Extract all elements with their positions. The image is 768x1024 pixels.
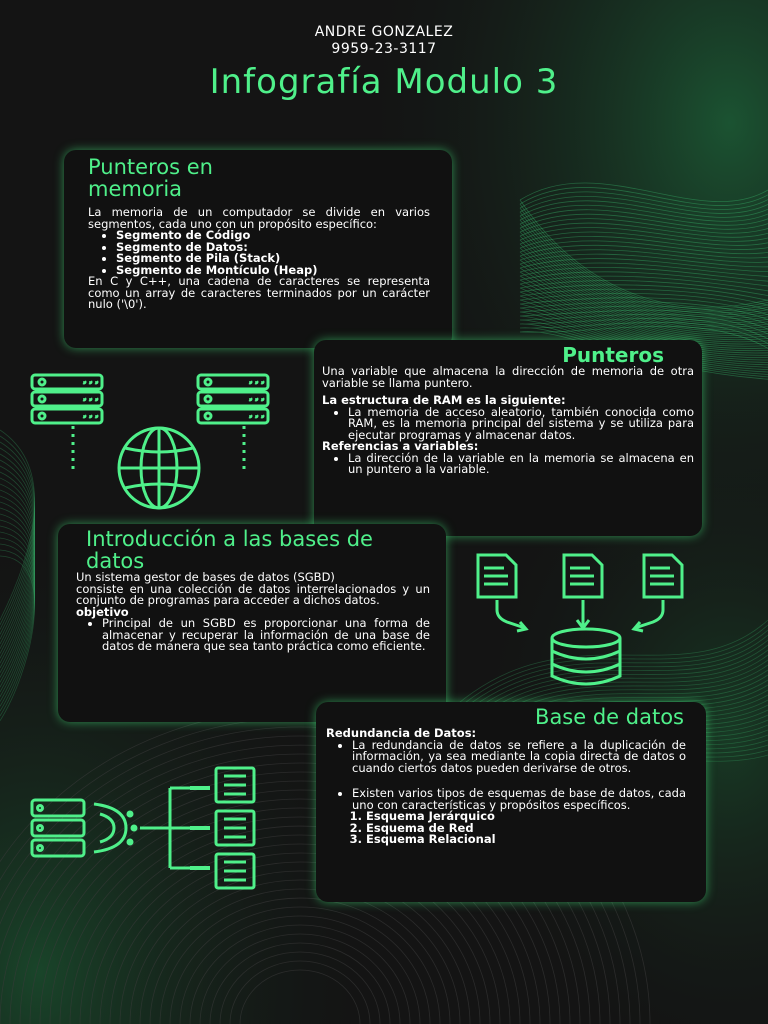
- card-title: Punteros: [562, 343, 664, 367]
- outro-text: En C y C++, una cadena de caracteres se representa como un array de caracteres terminados por un carácter nulo ('\0').: [88, 274, 430, 311]
- documents-to-database-icon: [470, 550, 702, 686]
- list-item: 2. Esquema de Red: [366, 823, 686, 835]
- objective-list: [76, 618, 430, 653]
- list-item: 3. Esquema Relacional: [366, 834, 686, 846]
- list-item: • Segmento de Código: [116, 230, 430, 242]
- list-item: • La redundancia de datos se refiere a la duplicación de información, ya sea mediante la copia directa de datos o cuando ciertos datos pueden derivarse de otros.: [352, 740, 686, 775]
- list-item: • Existen varios tipos de esquemas de base de datos, cada uno con características y propósitos específicos.: [352, 788, 686, 811]
- card-body: [76, 572, 430, 653]
- page-title: Infografía Modulo 3: [209, 62, 559, 102]
- section-heading: Redundancia de Datos:: [326, 726, 477, 740]
- card-title: Base de datos: [535, 705, 684, 729]
- list-item: • La dirección de la variable en la memoria se almacena en un puntero a la variable.: [348, 453, 694, 476]
- card-base-de-datos: [316, 702, 706, 902]
- header: [0, 24, 768, 102]
- intro-text-2: consiste en una colección de datos interrelacionados y un conjunto de programas para acceder a dichos datos.: [76, 581, 430, 607]
- schemes-intro-list: [326, 788, 686, 811]
- card-punteros-en-memoria: [64, 150, 452, 348]
- list-item: • Segmento de Montículo (Heap): [116, 265, 430, 277]
- ram-list: [322, 404, 694, 442]
- database-hierarchy-icon: [30, 764, 276, 892]
- card-title: Punteros en memoria: [88, 155, 213, 201]
- list-item: 1. Esquema Jerárquico: [366, 811, 686, 823]
- list-item: • Principal de un SGBD es proporcionar una forma de almacenar y recuperar la información de una base de datos de manera que sea tanto práctica como eficiente.: [102, 618, 430, 653]
- reference-list: [322, 450, 694, 476]
- section-heading: objetivo: [76, 604, 129, 619]
- list-item: • Segmento de Pila (Stack): [116, 253, 430, 265]
- intro-text: Una variable que almacena la dirección de memoria de otra variable se llama puntero.: [322, 364, 694, 390]
- list-item: • Segmento de Datos:: [116, 242, 430, 254]
- student-id: 9959-23-3117: [331, 41, 437, 57]
- author-name: ANDRE GONZALEZ: [314, 24, 454, 40]
- list-item: • La memoria de acceso aleatorio, también conocida como RAM, es la memoria principal del sistema y se utiliza para ejecutar programas y almacenar datos.: [348, 407, 694, 442]
- intro-text: La memoria de un computador se divide en varios segmentos, cada uno con un propósito específico:: [88, 205, 430, 231]
- intro-text: Un sistema gestor de bases de datos (SGBD): [76, 570, 335, 584]
- server-network-icon: [28, 370, 300, 510]
- card-punteros: [314, 340, 702, 536]
- section-heading: La estructura de RAM es la siguiente:: [322, 393, 566, 407]
- card-body: [326, 728, 686, 846]
- card-introduccion-bases-de-datos: [58, 524, 446, 722]
- segment-list: [88, 230, 430, 276]
- card-body: [322, 366, 694, 476]
- schemes-list: [326, 811, 686, 846]
- card-body: [88, 207, 430, 311]
- card-title: Introducción a las bases de datos: [86, 527, 373, 573]
- redundancy-list: [326, 737, 686, 775]
- section-heading: Referencias a variables:: [322, 439, 479, 453]
